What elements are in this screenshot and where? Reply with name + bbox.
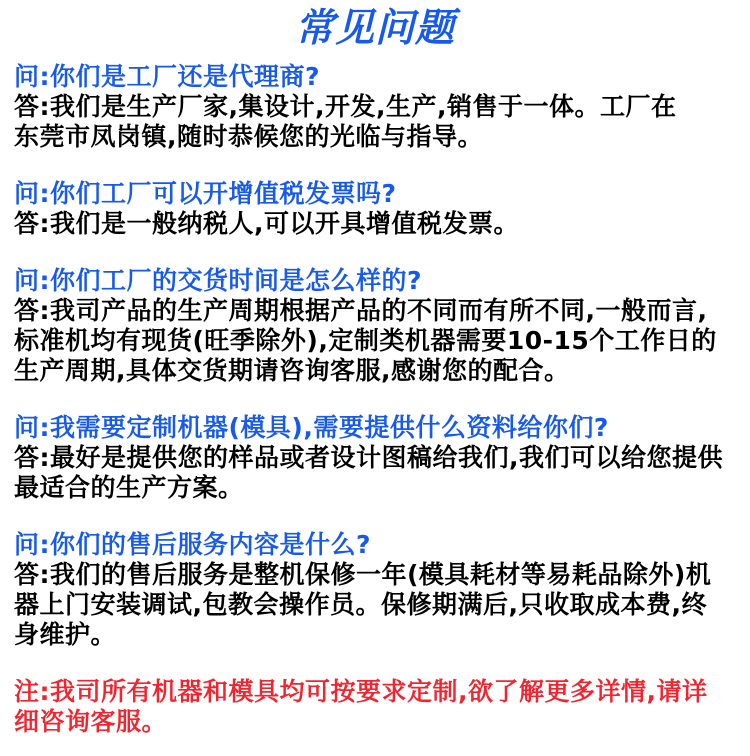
faq-answer-line: 标准机均有现货(旺季除外),定制类机器需要10-15个工作日的 [14, 326, 717, 355]
faq-question: 问:你们工厂的交货时间是怎么样的? [14, 266, 423, 295]
faq-answer-line: 答:我司产品的生产周期根据产品的不同而有所不同,一般而言, [14, 296, 708, 325]
faq-answer-line: 答:我们的售后服务是整机保修一年(模具耗材等易耗品除外)机 [14, 560, 712, 589]
faq-answer-line: 生产周期,具体交货期请咨询客服,感谢您的配合。 [14, 356, 570, 385]
note-line: 细咨询客服。 [14, 707, 168, 736]
faq-question: 问:你们是工厂还是代理商? [14, 62, 321, 91]
faq-answer-line: 答:最好是提供您的样品或者设计图稿给我们,我们可以给您提供 [14, 443, 723, 472]
faq-answer-line: 东莞市凤岗镇,随时恭候您的光临与指导。 [14, 122, 483, 151]
faq-question: 问:你们工厂可以开增值税发票吗? [14, 179, 397, 208]
faq-answer-line: 身维护。 [14, 620, 117, 649]
note-block [14, 677, 736, 737]
faq-question: 问:你们的售后服务内容是什么? [14, 530, 372, 559]
page-title: 常见问题 [294, 6, 455, 51]
faq-page [0, 6, 750, 737]
faq-item [14, 266, 736, 386]
note-line: 注:我司所有机器和模具均可按要求定制,欲了解更多详情,请详 [14, 677, 708, 706]
faq-answer-line: 最适合的生产方案。 [14, 473, 244, 502]
faq-item [14, 62, 736, 152]
faq-item [14, 413, 736, 503]
faq-answer-line: 器上门安装调试,包教会操作员。保修期满后,只收取成本费,终 [14, 590, 707, 619]
faq-question: 问:我需要定制机器(模具),需要提供什么资料给你们? [14, 413, 609, 442]
faq-item [14, 179, 736, 239]
faq-answer-line: 答:我们是生产厂家,集设计,开发,生产,销售于一体。工厂在 [14, 92, 677, 121]
faq-item [14, 530, 736, 650]
faq-answer-line: 答:我们是一般纳税人,可以开具增值税发票。 [14, 209, 519, 238]
